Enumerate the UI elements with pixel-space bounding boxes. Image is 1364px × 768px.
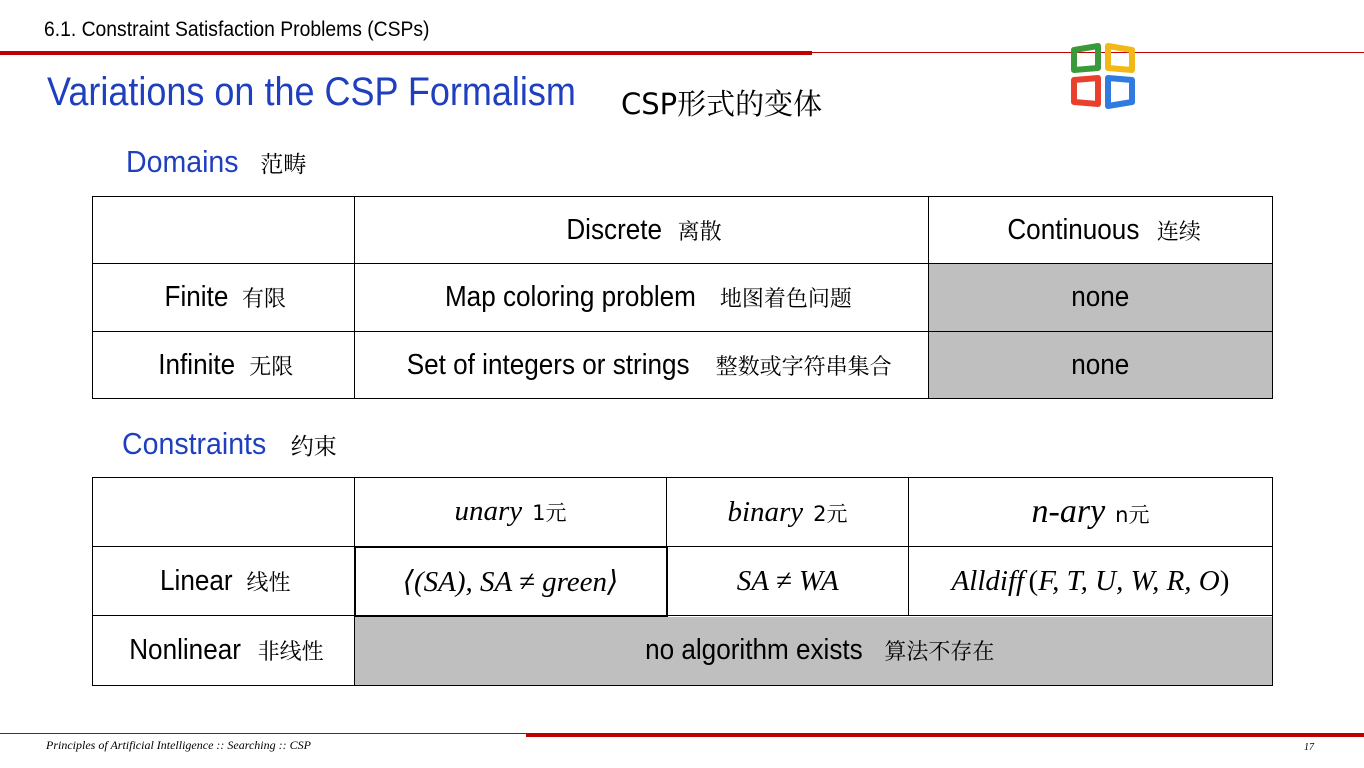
constraints-col-nary: n-ary n元: [909, 478, 1273, 547]
section-label: 6.1. Constraint Satisfaction Problems (CSPs): [44, 18, 430, 41]
cell-linear-nary: Alldiff (F, T, U, W, R, O): [909, 547, 1273, 616]
footer-text: Principles of Artificial Intelligence :: Searching :: CSP: [46, 738, 311, 752]
cell-nonlinear-merged: no algorithm exists 算法不存在: [355, 616, 1273, 686]
constraints-table: [92, 477, 1273, 686]
domains-col-discrete: Discrete 离散: [355, 197, 929, 264]
table-row: [93, 547, 1273, 616]
page-number: 17: [1304, 742, 1314, 753]
table-row: [93, 264, 1273, 332]
cell-infinite-continuous: none: [929, 332, 1273, 399]
constraints-col-binary: binary 2元: [667, 478, 909, 547]
table-row: [93, 332, 1273, 399]
domains-corner-cell: [93, 197, 355, 264]
title-chinese: CSP形式的变体: [621, 87, 823, 121]
domains-heading-en: Domains: [126, 144, 239, 179]
constraints-heading: [122, 426, 337, 462]
domains-header-row: [93, 197, 1273, 264]
title-english: Variations on the CSP Formalism: [47, 70, 576, 114]
row-label-linear: Linear 线性: [93, 547, 355, 616]
constraints-col-unary: unary 1元: [355, 478, 667, 547]
row-label-finite: Finite 有限: [93, 264, 355, 332]
cell-finite-discrete: Map coloring problem 地图着色问题: [355, 264, 929, 332]
domains-heading-zh: 范畴: [260, 152, 307, 178]
cell-infinite-discrete: Set of integers or strings 整数或字符串集合: [355, 332, 929, 399]
row-label-nonlinear: Nonlinear 非线性: [93, 616, 355, 686]
domains-heading: [126, 144, 306, 180]
domains-col-continuous: Continuous 连续: [929, 197, 1273, 264]
constraints-heading-zh: 约束: [290, 434, 337, 460]
cell-linear-unary: ⟨(SA), SA ≠ green⟩: [355, 547, 667, 616]
four-color-squares-logo-icon: [1068, 42, 1138, 110]
cell-finite-continuous: none: [929, 264, 1273, 332]
row-label-infinite: Infinite 无限: [93, 332, 355, 399]
constraints-heading-en: Constraints: [122, 426, 267, 461]
bottom-rule-thin: [0, 733, 528, 734]
cell-linear-binary: SA ≠ WA: [667, 547, 909, 616]
constraints-header-row: [93, 478, 1273, 547]
constraints-corner-cell: [93, 478, 355, 547]
table-row: [93, 616, 1273, 686]
domains-table: [92, 196, 1273, 399]
bottom-rule: [526, 733, 1364, 737]
page-title: [47, 70, 823, 121]
top-rule: [0, 51, 812, 55]
